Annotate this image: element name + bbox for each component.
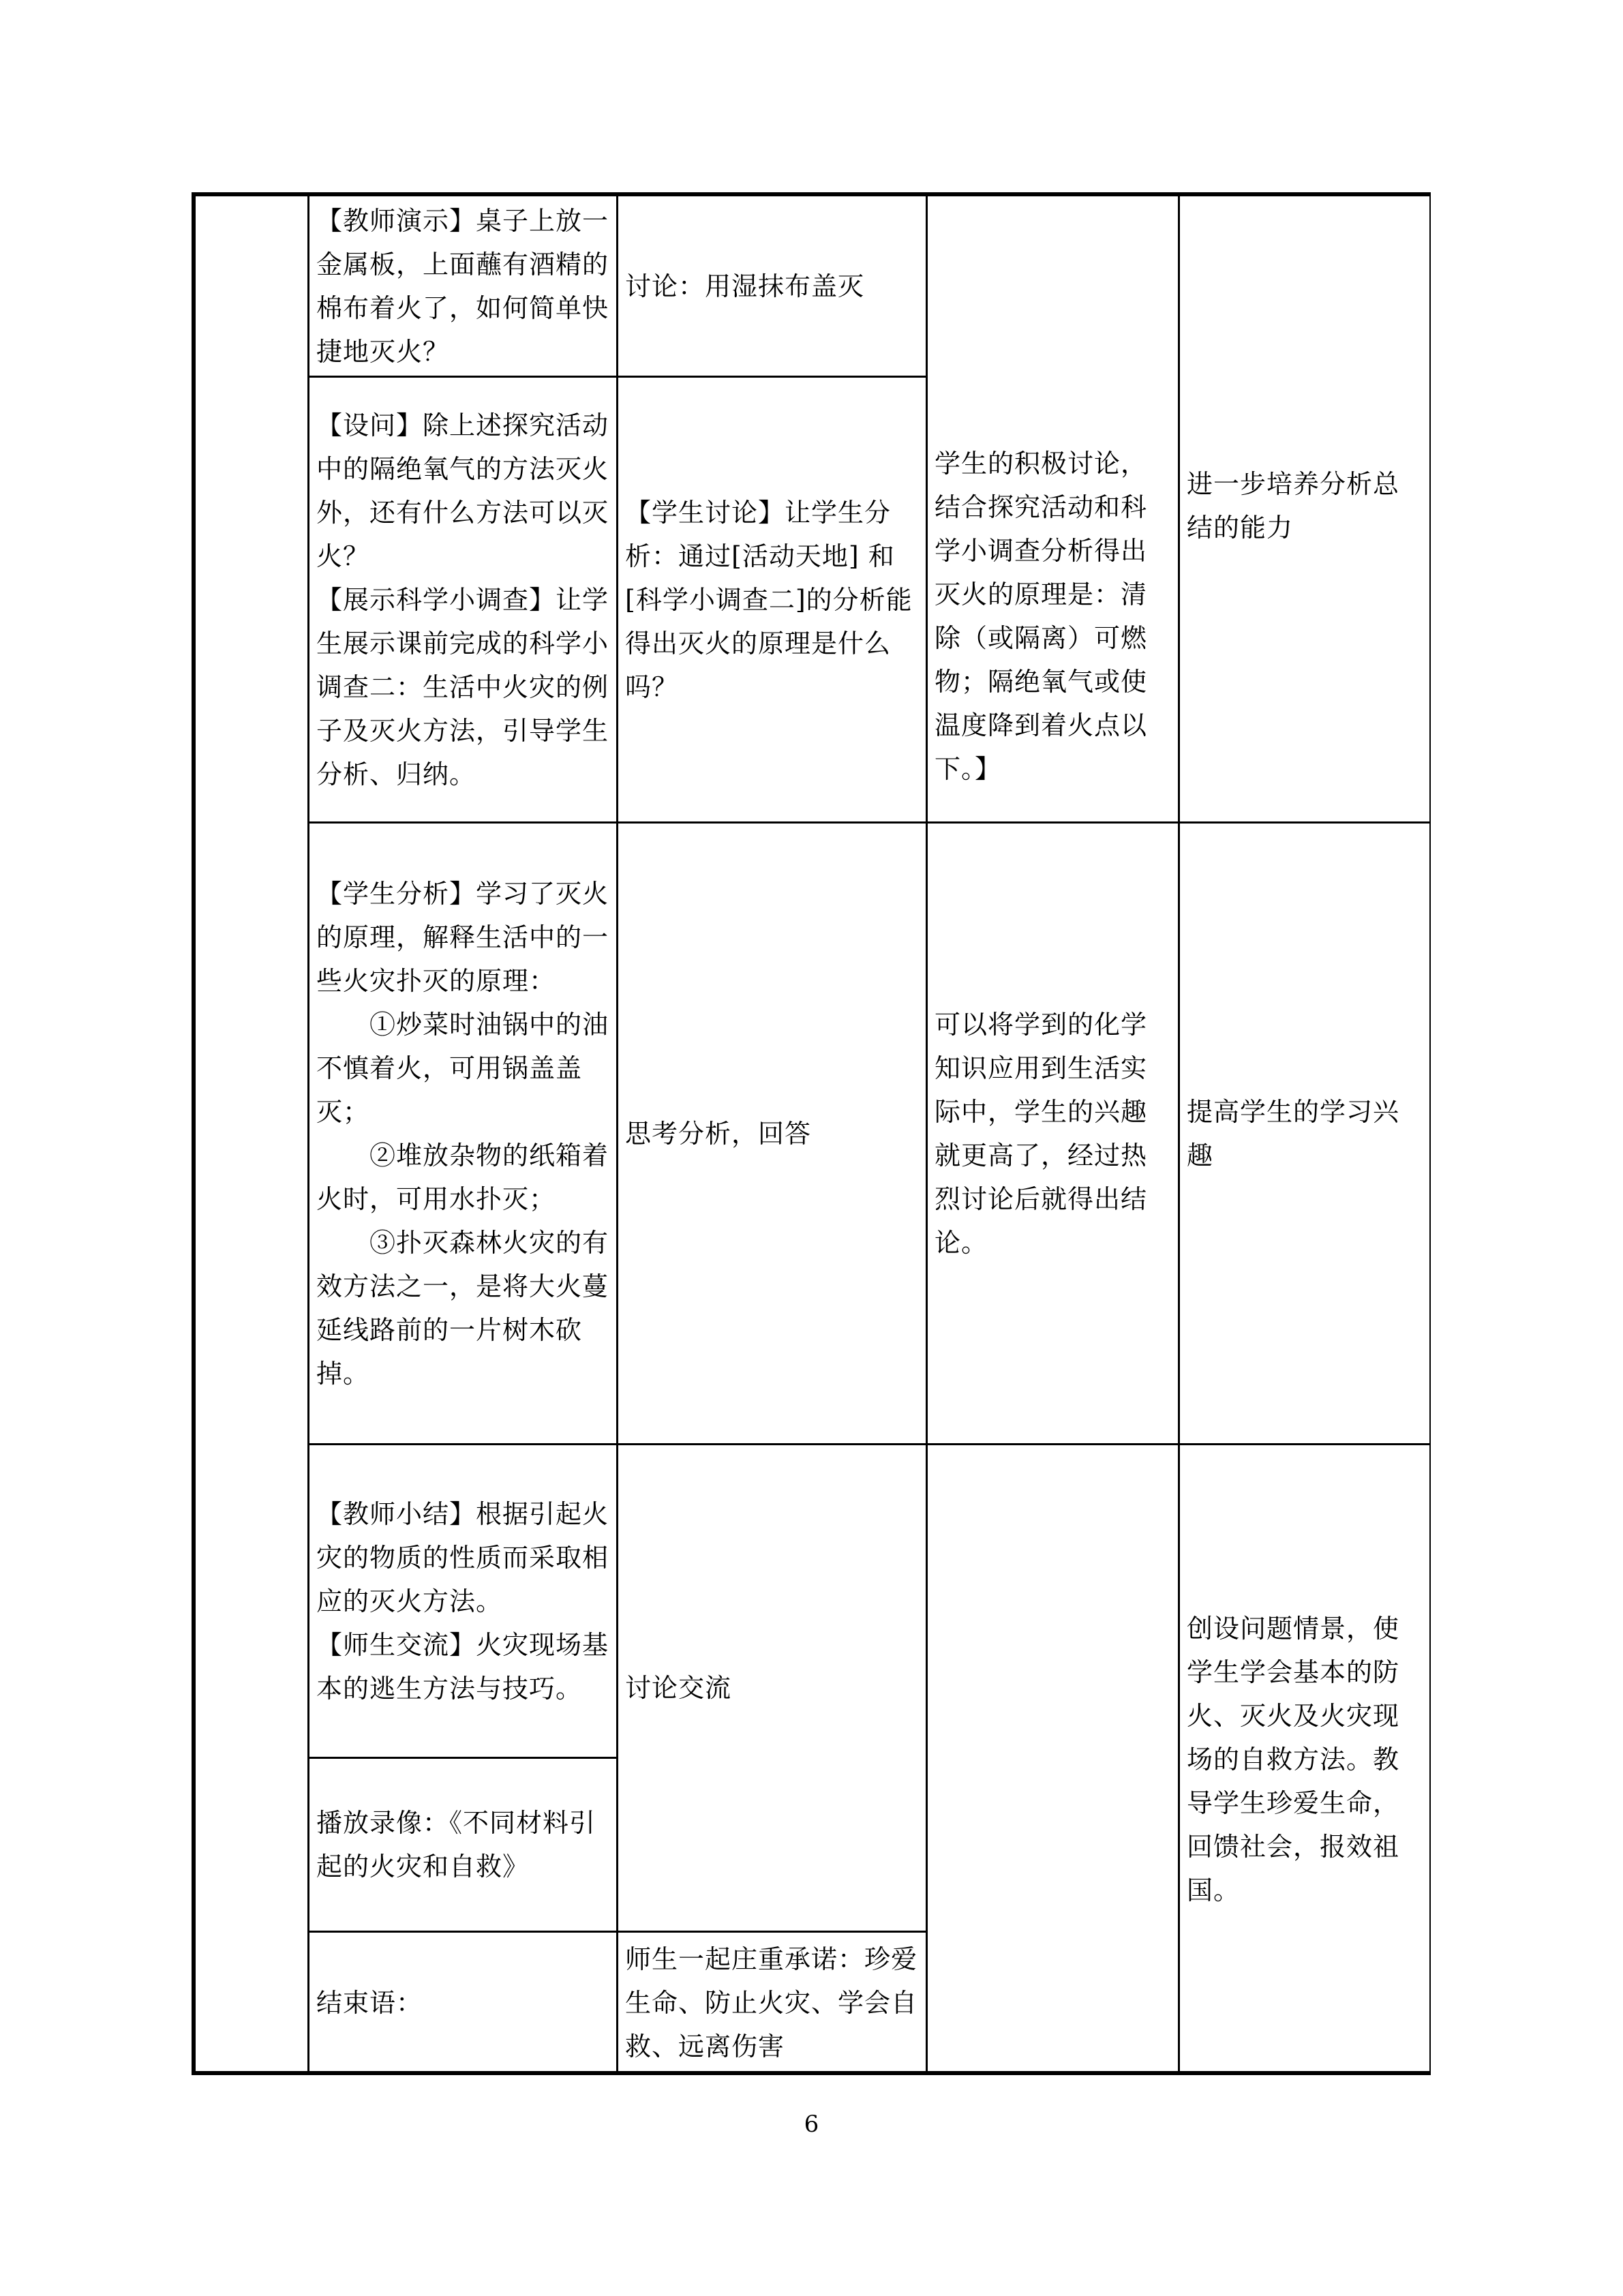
row-divider bbox=[307, 2073, 1431, 2075]
design-intent-cell: 提高学生的学习兴趣 bbox=[1187, 1096, 1400, 1170]
student-activity-cell: 【学生讨论】让学生分析：通过[活动天地] 和[科学小调查二]的分析能得出灭火的原理是什么吗？ bbox=[625, 497, 913, 702]
teacher-activity-cell: 【教师小结】根据引起火灾的物质的性质而采取相应的灭火方法。 【师生交流】火灾现场基本的逃生方法与技巧。 bbox=[316, 1498, 609, 1704]
teaching-effect-cell bbox=[928, 1445, 1178, 2073]
teaching-effect-cell: 可以将学到的化学知识应用到生活实际中，学生的兴趣就更高了，经过热烈讨论后就得出结论。 bbox=[935, 1009, 1148, 1258]
student-activity-cell: 讨论交流 bbox=[625, 1673, 732, 1703]
teacher-activity-cell: 【设问】除上述探究活动中的隔绝氧气的方法灭火外，还有什么方法可以灭火？ 【展示科学小调查】让学生展示课前完成的科学小调查二：生活中火灾的例子及灭火方法，引导学生分析、归纳。 bbox=[316, 410, 609, 789]
teacher-activity-cell: 播放录像：《不同材料引起的火灾和自救》 bbox=[316, 1808, 596, 1882]
teacher-activity-cell: 【教师演示】桌子上放一金属板，上面蘸有酒精的棉布着火了，如何简单快捷地灭火？ bbox=[316, 205, 609, 367]
teaching-effect-cell: 学生的积极讨论，结合探究活动和科学小调查分析得出灭火的原理是：清除（或隔离）可燃物；隔绝氧气或使温度降到着火点以下。】 bbox=[935, 449, 1148, 784]
student-activity-cell: 师生一起庄重承诺：珍爱生命、防止火灾、学会自救、远离伤害 bbox=[625, 1944, 918, 2061]
teacher-activity-cell: 【学生分析】学习了灭火的原理，解释生活中的一些火灾扑灭的原理： ①炒菜时油锅中的油不慎着火，可用锅盖盖灭； ②堆放杂物的纸箱着火时，可用水扑灭； ③扑灭森林火灾的有效方法之一，是将大火蔓延线路前的一片树木砍掉。 bbox=[316, 878, 609, 1389]
student-activity-cell: 思考分析，回答 bbox=[625, 1118, 812, 1149]
student-activity-cell: 讨论：用湿抹布盖灭 bbox=[625, 271, 865, 301]
teacher-activity-cell: 结束语： bbox=[316, 1988, 423, 2018]
page-number: 6 bbox=[804, 2111, 819, 2138]
design-intent-cell: 进一步培养分析总结的能力 bbox=[1187, 469, 1400, 543]
design-intent-cell: 创设问题情景，使学生学会基本的防火、灭火及火灾现场的自救方法。教导学生珍爱生命，回馈社会，报效祖国。 bbox=[1187, 1613, 1400, 1905]
